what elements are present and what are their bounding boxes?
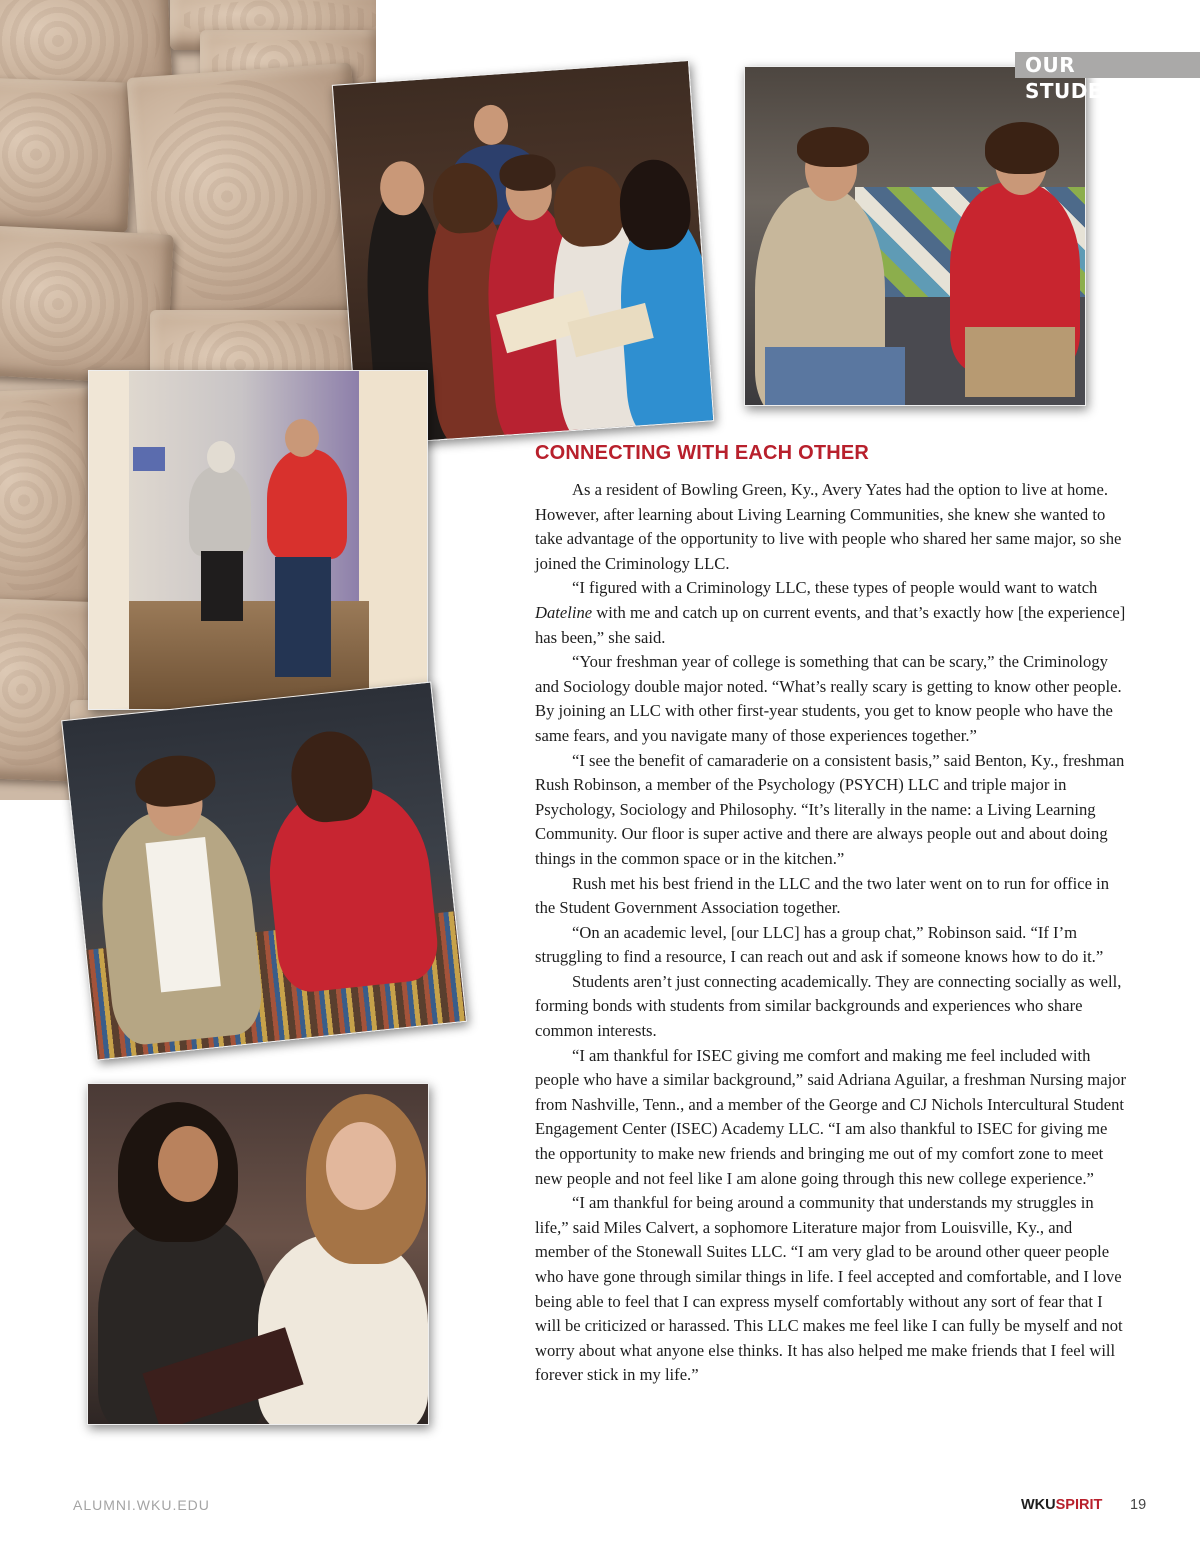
brand-wku: WKU: [1021, 1497, 1056, 1513]
page-number: 19: [1130, 1497, 1147, 1513]
paragraph: “Your freshman year of college is something that can be scary,” the Criminology and Sociology double major noted. “What’s really scary is getting to know other people. By joining an LLC with other first-year students, you get to know people who have the same fears, and you navigate many of those experiences together.”: [535, 652, 1122, 745]
paragraph: “On an academic level, [our LLC] has a group chat,” Robinson said. “If I’m struggling to find a resource, I can reach out and ask if someone knows how to do it.”: [535, 922, 1104, 967]
section-label-our-students: OUR STUDENTS: [1015, 52, 1200, 78]
paragraph: As a resident of Bowling Green, Ky., Avery Yates had the option to live at home. However, after learning about Living Learning Communities, she knew she wanted to take advantage of the opportunity to live with people who shared her same major, so she joined the Criminology LLC.: [535, 480, 1122, 573]
photo-students-in-hallway: [88, 370, 428, 710]
photo-students-on-couch: [744, 66, 1086, 406]
brand-spirit: SPIRIT: [1055, 1497, 1103, 1513]
photo-students-doing-puzzle: [61, 681, 467, 1060]
footer-brand: [1021, 1497, 1102, 1513]
photo-students-seated-listening: [87, 1083, 429, 1425]
tv-show-title: Dateline: [535, 602, 593, 622]
paragraph: “I am thankful for ISEC giving me comfort and making me feel included with people who have a similar background,” said Adriana Aguilar, a freshman Nursing major from Nashville, Tenn., and a member of the George and CJ Nichols Intercultural Student Engagement Center (ISEC) Academy LLC. “I am also thankful to ISEC for giving me the opportunity to make new friends and bringing me out of my comfort zone to meet new people and not feel like I am alone going through this new college experience.”: [535, 1045, 1127, 1188]
paragraph: “I am thankful for being around a community that understands my struggles in life,” said Miles Calvert, a sophomore Literature major from Louisville, Ky., and member of the Stonewall Suites LLC. “I am very glad to be around other queer people who have gone through similar things in life. I feel accepted and comfortable, and I love being able to feel that I can express myself comfortably without any sort of fear that I will be criticized or harassed. This LLC makes me feel like I can fully be myself and not worry about what anyone else thinks. It has also helped me make friends that I feel will forever stick in my life.”: [535, 1193, 1123, 1385]
paragraph: Rush met his best friend in the LLC and the two later went on to run for office in the Student Government Association together.: [535, 873, 1110, 918]
paragraph: “I figured with a Criminology LLC, these types of people would want to watch Dateline with me and catch up on current events, and that’s exactly how [the experience] has been,” she said.: [535, 578, 1126, 647]
article-body: [535, 478, 1128, 1388]
footer-website: ALUMNI.WKU.EDU: [73, 1497, 210, 1513]
paragraph: “I see the benefit of camaraderie on a consistent basis,” said Benton, Ky., freshman Rush Robinson, a member of the Psychology (PSYCH) LLC and triple major in Psychology, Sociology and Philosophy. “It’s literally in the name: a Living Learning Community. Our floor is super active and there are always people out and about doing things in the common space or in the kitchen.”: [535, 750, 1125, 868]
article-heading: CONNECTING WITH EACH OTHER: [535, 442, 870, 464]
paragraph: Students aren’t just connecting academically. They are connecting socially as well, forming bonds with students from similar backgrounds and experiences who share common interests.: [535, 971, 1122, 1041]
